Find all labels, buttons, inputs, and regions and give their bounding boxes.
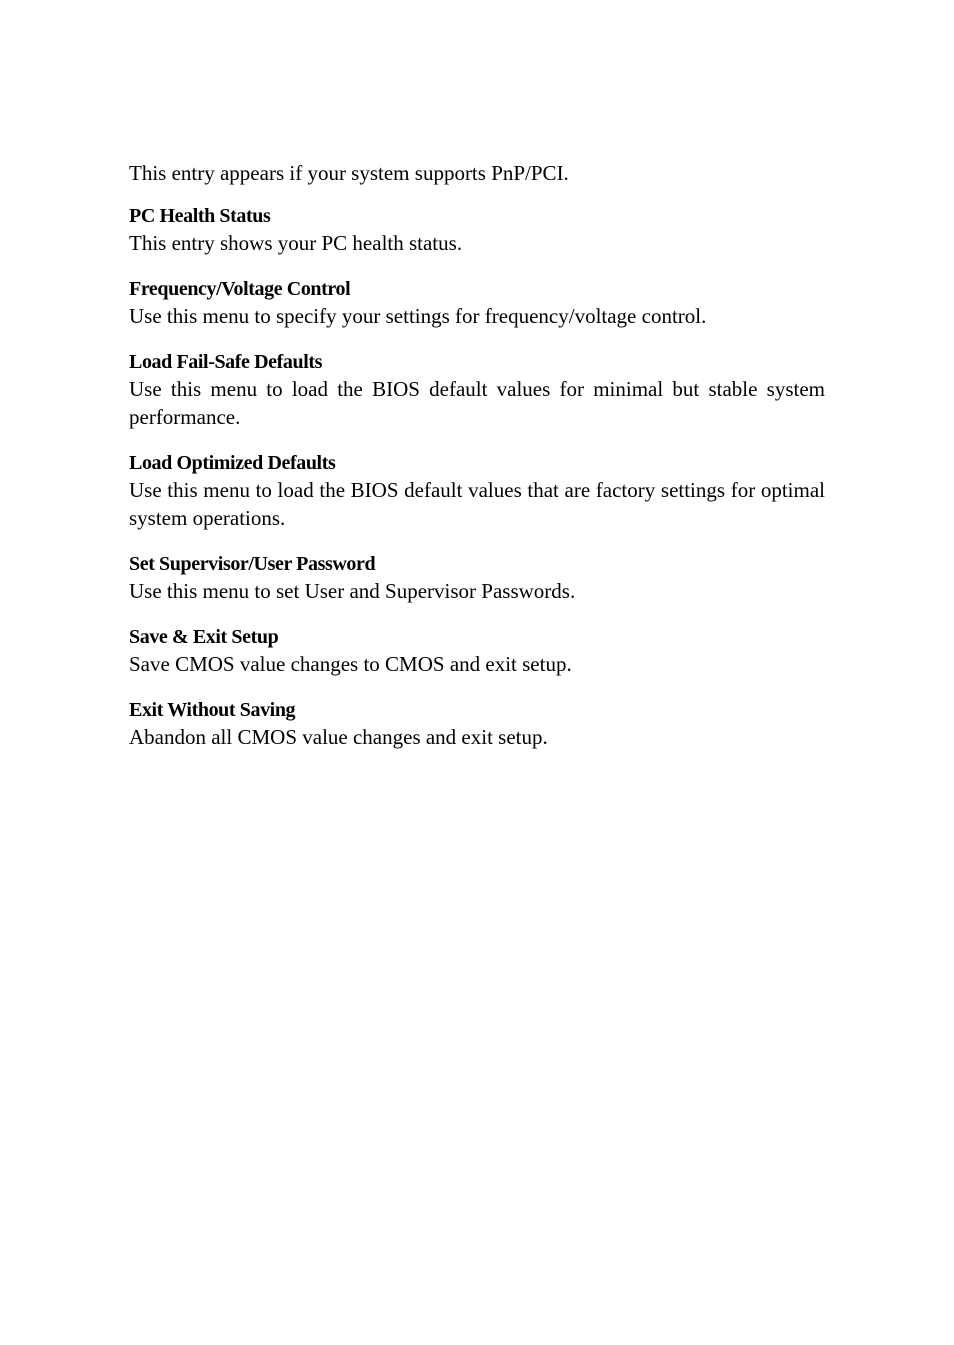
entry-pc-health-status: [129, 203, 825, 257]
entry-exit-without-saving: [129, 697, 825, 751]
entry-description: Use this menu to set User and Supervisor Passwords.: [129, 579, 576, 603]
entry-description: This entry shows your PC health status.: [129, 231, 463, 255]
entry-load-fail-safe-defaults: [129, 349, 825, 431]
entry-save-exit-setup: [129, 624, 825, 678]
entry-title: PC Health Status: [129, 205, 271, 227]
entry-set-supervisor-user-password: [129, 551, 825, 605]
entry-description: Save CMOS value changes to CMOS and exit setup.: [129, 652, 572, 676]
intro-text: This entry appears if your system supports PnP/PCI.: [129, 161, 569, 185]
entry-description: Use this menu to load the BIOS default values that are factory settings for optimal system operations.: [129, 478, 825, 530]
entry-description: Use this menu to specify your settings for frequency/voltage control.: [129, 304, 707, 328]
entry-frequency-voltage-control: [129, 276, 825, 330]
entry-title: Load Optimized Defaults: [129, 452, 336, 474]
entry-title: Frequency/Voltage Control: [129, 278, 351, 300]
entry-load-optimized-defaults: [129, 450, 825, 532]
document-page: [129, 159, 825, 770]
entry-title: Load Fail-Safe Defaults: [129, 351, 323, 373]
entry-title: Save & Exit Setup: [129, 626, 279, 648]
entry-title: Exit Without Saving: [129, 699, 296, 721]
entry-title: Set Supervisor/User Password: [129, 553, 376, 575]
entry-description: Use this menu to load the BIOS default values for minimal but stable system performance.: [129, 377, 825, 429]
entry-description: Abandon all CMOS value changes and exit setup.: [129, 725, 548, 749]
